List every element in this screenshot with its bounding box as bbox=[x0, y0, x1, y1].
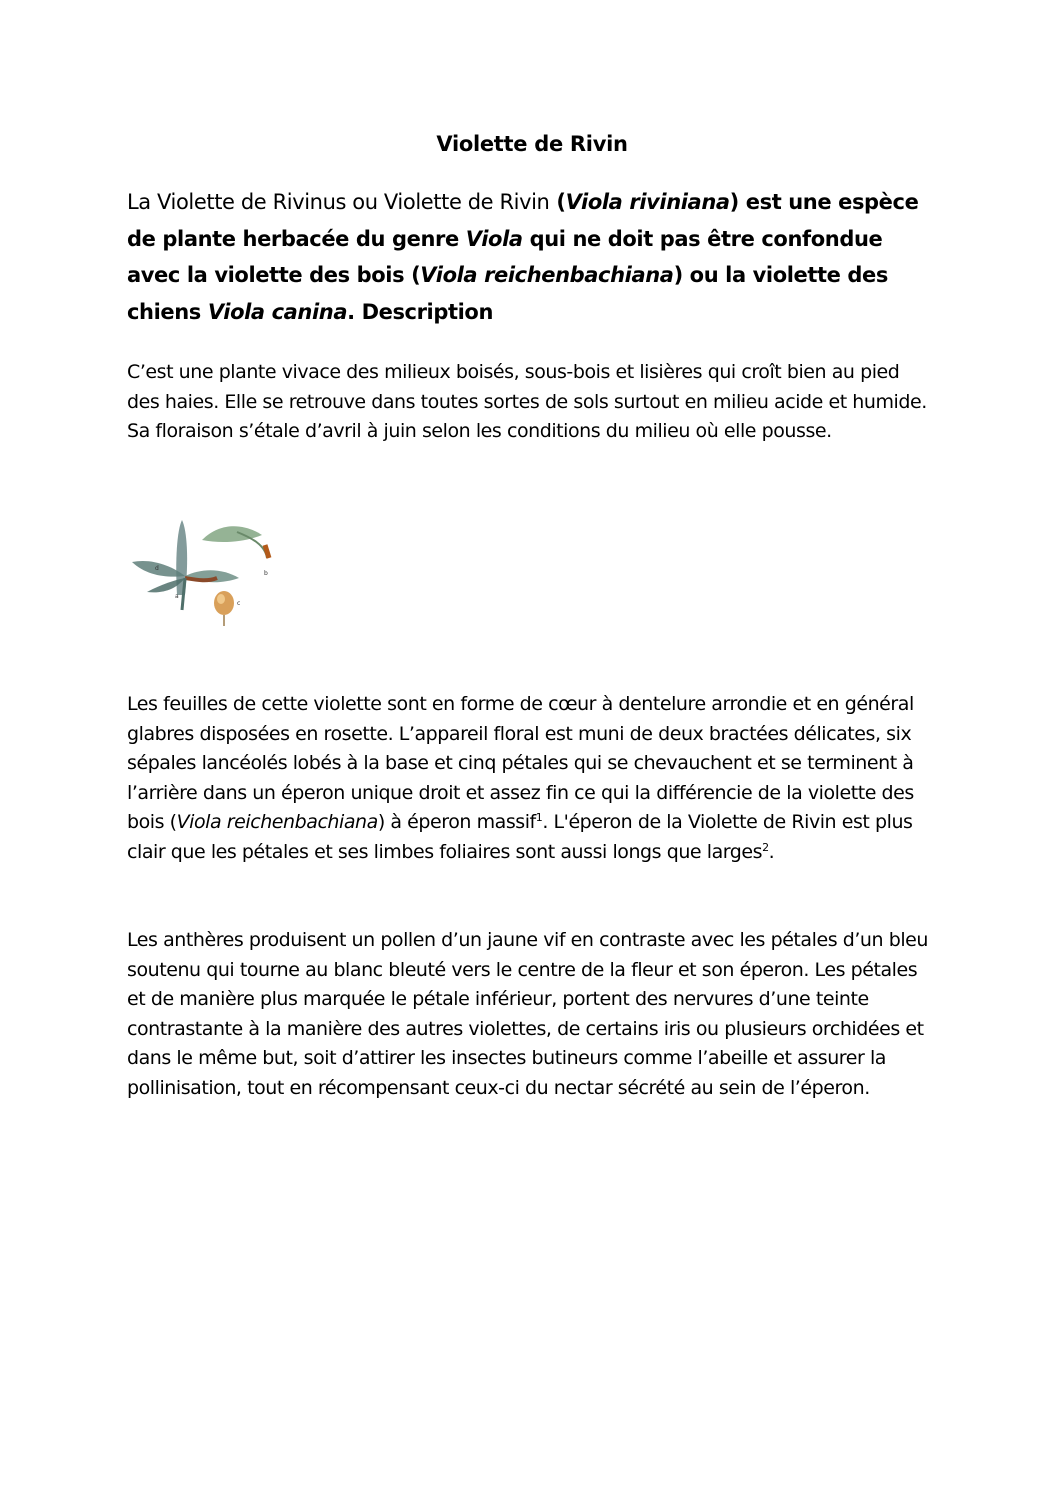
intro-text: ( bbox=[549, 190, 566, 214]
footnote-ref[interactable]: 1 bbox=[535, 811, 543, 824]
description-text: . bbox=[768, 840, 775, 863]
genus-name: Viola bbox=[465, 226, 523, 251]
species-name: Viola reichenbachiana bbox=[176, 811, 378, 833]
description-text: Les feuilles de cette violette sont en forme de cœur à dentelure arrondie et en général glabres disposées en rosette. L’appareil floral est muni de deux bractées délicates, six sépales lancéolés lobés à la base et cinq pétales qui se chevauchent et se terminent à l’arrière dans un éperon unique droit et assez fin ce qui la différencie de la violette des bois ( bbox=[127, 693, 914, 833]
figure-label: d bbox=[155, 565, 159, 572]
intro-text: qui ne doit pas être confondue avec la violette des bois ( bbox=[127, 226, 883, 287]
species-name: Viola canina bbox=[207, 299, 348, 324]
description-text: . L'éperon de la Violette de Rivin est plus clair que les pétales et ses limbes foliaires sont aussi longs que larges bbox=[127, 811, 913, 863]
intro-common-names: La Violette de Rivinus ou Violette de Rivin bbox=[127, 190, 550, 214]
capsule-shape bbox=[214, 591, 234, 615]
intro-paragraph bbox=[127, 184, 927, 330]
intro-text: ) ou la violette des chiens bbox=[127, 263, 889, 324]
intro-text: . Description bbox=[347, 299, 494, 324]
description-text: ) à éperon massif bbox=[377, 811, 536, 833]
species-name: Viola reichenbachiana bbox=[420, 263, 674, 287]
figure-label: b bbox=[264, 570, 268, 577]
species-name: Viola riviniana bbox=[565, 190, 730, 214]
paragraph-description bbox=[127, 690, 937, 867]
footnote-ref[interactable]: 2 bbox=[762, 840, 769, 854]
capsule-highlight-shape bbox=[217, 594, 225, 604]
botanical-illustration bbox=[127, 500, 277, 630]
intro-text: ) est une espèce de plante herbacée du genre bbox=[127, 190, 919, 251]
paragraph-pollination: Les anthères produisent un pollen d’un jaune vif en contraste avec les pétales d’un bleu soutenu qui tourne au blanc bleuté vers le centre de la fleur et son éperon. Les pétales et de manière plus marquée le pétale inférieur, portent des nervures d’une teinte contrastante à la manière des autres violettes, de certains iris ou plusieurs orchidées et dans le même but, soit d’attirer les insectes butineurs comme l’abeille et assurer la pollinisation, tout en récompensant ceux-ci du nectar sécrété au sein de l’éperon. bbox=[127, 929, 928, 1099]
figure-label: a bbox=[175, 593, 179, 600]
page-title: Violette de Rivin bbox=[436, 132, 628, 156]
figure-label: c bbox=[237, 600, 241, 607]
paragraph-habitat: C’est une plante vivace des milieux boisés, sous-bois et lisières qui croît bien au pied des haies. Elle se retrouve dans toutes sortes de sols surtout en milieu acide et humide. Sa floraison s’étale d’avril à juin selon les conditions du milieu où elle pousse. bbox=[127, 361, 927, 442]
spur-shape bbox=[185, 578, 217, 580]
